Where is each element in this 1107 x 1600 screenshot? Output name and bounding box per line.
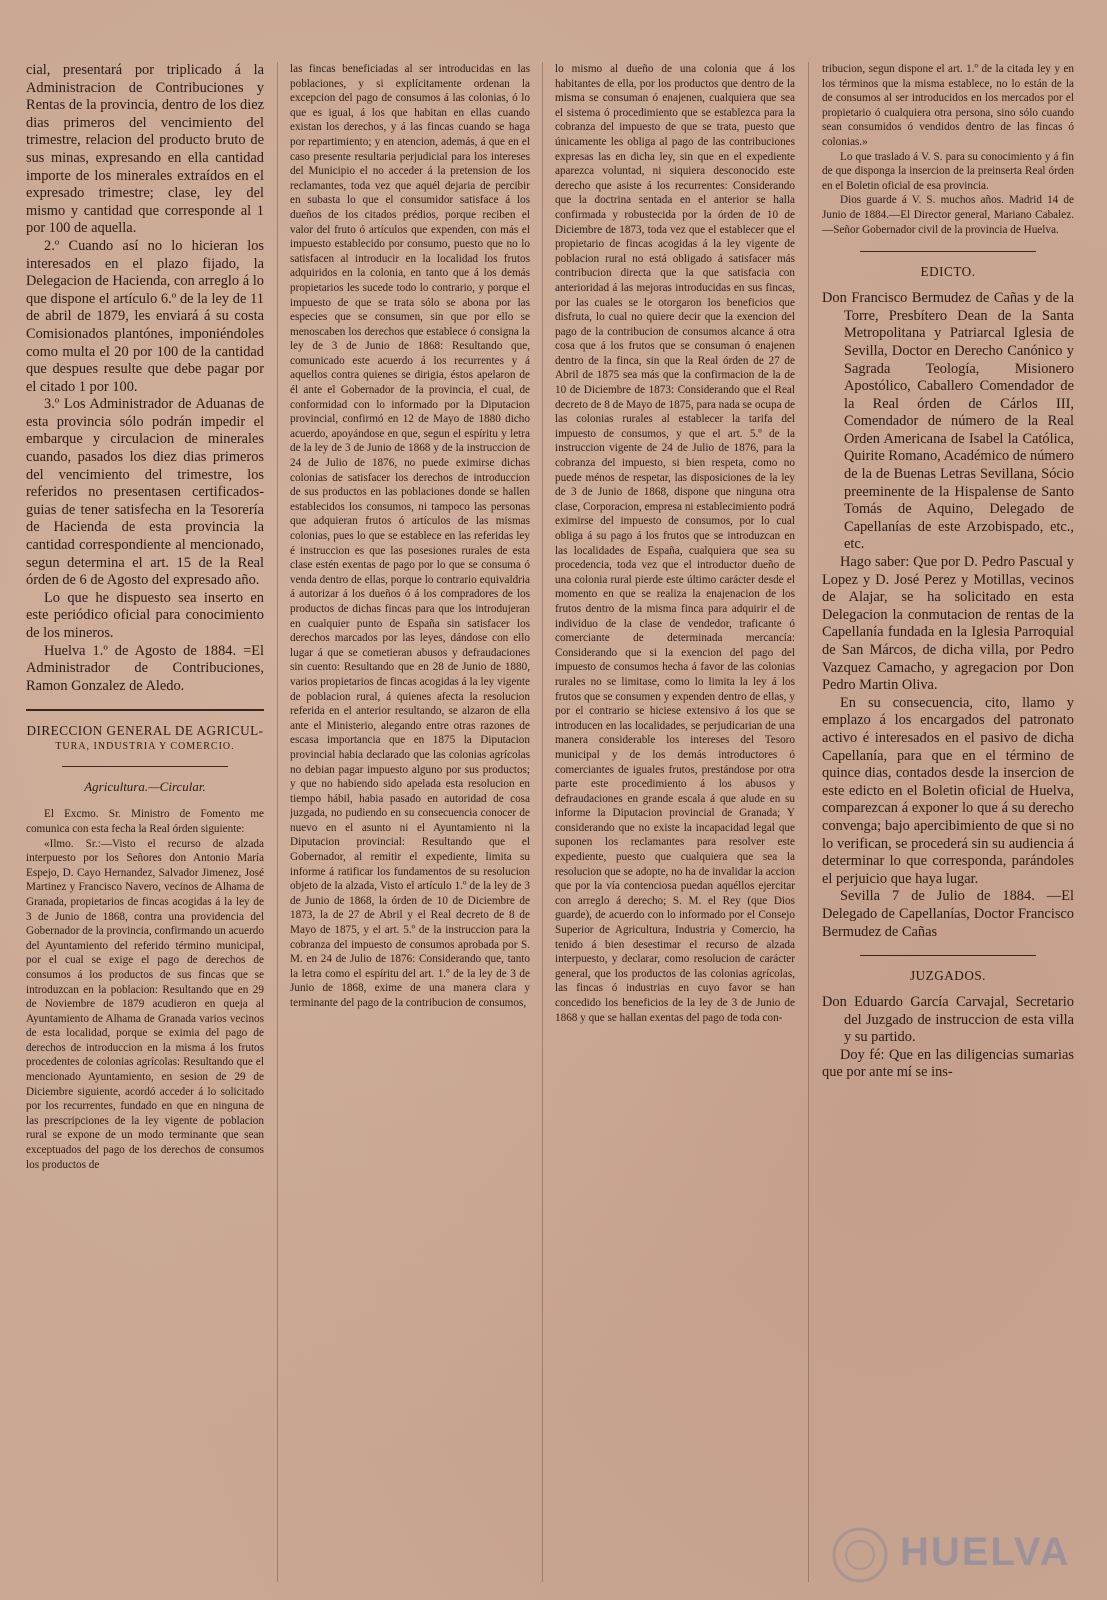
- agriculture-heading-main: DIRECCION GENERAL DE AGRICUL-: [26, 723, 264, 739]
- circular-intro: El Excmo. Sr. Ministro de Fomento me comunica con esta fecha la Real órden siguiente:: [26, 808, 264, 835]
- mining-text-4: Lo que he dispuesto sea inserto en este periódico oficial para conocimiento de los mineros.: [26, 589, 264, 641]
- juzgados-intro: Don Eduardo García Carvajal, Secretario del Juzgado de instruccion de esta villa y su partido.: [822, 994, 1074, 1046]
- juzgados-title: JUZGADOS.: [910, 968, 986, 984]
- column-separator: [808, 62, 809, 1582]
- column-1: [26, 62, 264, 1172]
- agriculture-heading-sub: TURA, INDUSTRIA Y COMERCIO.: [55, 741, 235, 753]
- edicto-intro: Don Francisco Bermudez de Cañas y de la Torre, Presbítero Dean de la Santa Metropolitana y Patriarcal Iglesia de Sevilla, Doctor en Derecho Canónico y Sagrada Teología, Misionero Apostólico, Caballero Comendador de la Real órden de Cárlos III, Comendador de número de la Real Orden Americana de Isabel la Católica, Quirite Romano, Académico de número de la de Buenas Letras Sevillana, Sócio preeminente de la Hispalense de Santo Tomás de Aquino, Delegado de Capellanías de este Arzobispado, etc., etc.: [822, 290, 1074, 553]
- mining-signature: Huelva 1.º de Agosto de 1884. =El Administrador de Contribuciones, Ramon Gonzalez de Aledo.: [26, 642, 264, 694]
- mining-text-2: 2.º Cuando así no lo hicieran los interesados en el plazo fijado, la Delegacion de Hacienda, con arreglo á lo que dispone el artículo 6.º de la ley de 11 de abril de 1879, les enviará á su costa Comisionados plantónes, imponiéndoles como multa el 20 por 100 de la cantidad que despues resulte que debe pagar por el citado 1 por 100.: [26, 237, 264, 395]
- edicto-signature: Sevilla 7 de Julio de 1884. —El Delegado de Capellanías, Doctor Francisco Bermudez de Cañas: [822, 888, 1074, 940]
- mining-text-1: cial, presentará por triplicado á la Administracion de Contribuciones y Rentas de la provincia, dentro de los diez dias primeros del vencimiento del trimestre, relacion del producto bruto de sus minas, expresando en ella cantidad importe de los minerales extraídos en el expresado trimestre; clase, ley del mismo y cantidad que corresponde al 1 por 100 de aquella.: [26, 62, 264, 237]
- mining-text-3: 3.º Los Administrador de Aduanas de esta provincia sólo podrán impedir el embarque y circulacion de minerales cuando, pasados los diez dias primeros del vencimiento del trimestre, los referidos no presentasen certificados-guias de tener satisfecha en la Tesorería de Hacienda de esta provincia la cantidad correspondiente al mencionado, segun determina el art. 15 de la Real órden de 6 de Agosto del expresado año.: [26, 396, 264, 589]
- circular-title: Agricultura.—Circular.: [84, 779, 206, 795]
- section-divider: [860, 251, 1036, 252]
- archive-watermark: HUELVA: [900, 1530, 1071, 1574]
- circular-transfer: Lo que traslado á V. S. para su conocimiento y á fin de que disponga la insercion de la preinserta Real órden en el Boletin oficial de esa provincia.: [822, 150, 1074, 192]
- column-2: [290, 62, 530, 1011]
- circular-signature: Dios guarde á V. S. muchos años. Madrid 14 de Junio de 1884.—El Director general, Mariano Cabalez.—Señor Gobernador civil de la provincia de Huelva.: [822, 194, 1074, 236]
- edicto-text-2: En su consecuencia, cito, llamo y emplazo á los encargados del patronato activo é interesados en el pasivo de dicha Capellanía, para que en el término de quince dias, contados desde la insercion de este edicto en el Boletin oficial de Huelva, comparezcan á exponer lo que á su derecho convenga; bajo apercibimiento de que si no lo verifican, se procederá sin su audiencia á determinar lo que corresponda, parándoles el perjuicio que haya lugar.: [822, 694, 1074, 887]
- column-3: [555, 62, 795, 1025]
- agriculture-heading: [26, 723, 264, 752]
- circular-body-1: «Ilmo. Sr.:—Visto el recurso de alzada interpuesto por los Señores don Antonio María Espejo, D. Cayo Hernandez, Salvador Jimenez, José Martinez y Francisco Navero, vecinos de Alhama de Granada, propietarios de fincas acogidas á la ley de 3 de Junio de 1868, contra una providencia del Gobernador de la provincia, confirmando un acuerdo del Ayuntamiento del referido término municipal, por el cual se exige el pago de derechos de consumos á los productos de sus fincas que se introduzcan en la poblacion: Resultando que en 29 de Noviembre de 1879 acudieron en queja al Ayuntamiento de Alhama de Granada varios vecinos de esta localidad, porque se eximia del pago de derechos de introduccion en la misma á los frutos procedentes de colonias agrícolas: Resultando que el mencionado Ayuntamiento, en sesion de 29 de Diciembre siguiente, acordó acceder á lo solicitado por los recurrentes, fundado en que en ninguna de las prescripciones de la ley vigente de poblacion rural se expone de un modo terminante que sean exceptuados del pago de los derechos de consumos los productos de: [26, 837, 264, 1171]
- juzgados-text: Doy fé: Que en las diligencias sumarias que por ante mí se ins-: [822, 1046, 1074, 1081]
- edicto-text-1: Hago saber: Que por D. Pedro Pascual y Lopez y D. José Perez y Motillas, vecinos de Alajar, se ha solicitado en esta Delegacion la conmutacion de rentas de la Capellanía fundada en la Iglesia Parroquial de San Márcos, de dicha villa, por Pedro Vazquez Camacho, y agregacion por Don Pedro Martin Oliva.: [822, 554, 1074, 694]
- column-4: [822, 62, 1074, 1082]
- circular-body-2: las fincas beneficiadas al ser introducidas en las poblaciones, y si explícitamente ordenan la excepcion del pago de consumos á las colonias, ó lo que es igual, á los que habitan en ellas cuando existan los derechos, y á las fincas cuando se haga por repartimiento; y en atencion, además, á que en el caso presente resultaria perjudicial para los intereses del Municipio el no acceder á la pretension de los reclamantes, toda vez que aquél dejaria de percibir en subasta lo que el consumidor satisface á los dueños de los citados prédios, porque reciben el valor del fruto ó artículos que expenden, con más el impuesto establecido por consumo, puesto que no lo satisfacen al introducir en la localidad los frutos adquiridos en la colonia, en tanto que á los demás propietarios les sucede todo lo contrario, y porque el impuesto de que se trata sólo se abona por las especies que se consumen, sin que por ello se menoscaben los derechos que establece ó consigna la ley de 3 de Junio de 1868: Resultando que, comunicado este acuerdo á los recurrentes y á aquellos contra quienes se dirigia, éstos apelaron de él ante el Gobernador de la provincia, el cual, de conformidad con lo informado por la Diputacion provincial, confirmó en 12 de Mayo de 1880 dicho acuerdo, apoyándose en que, segun el espíritu y letra de la ley de 3 de Junio de 1868 y de la instruccion de 24 de Julio de 1876, no puede eximirse dichas colonias de satisfacer los derechos de introduccion de sus productos en las poblaciones donde se hallen establecidos los consumos, ni tampoco las personas que adquieran frutos ó artículos de las mismas colonias, pues lo que se establece en las referidas ley é instruccion es que las posesiones rurales de esta clase estén exentas de pago por lo que se consuma ó venda dentro de ellas, porque lo contrario equivaldria á autorizar á los dueños ó á los compradores de los productos de dichas fincas para que los introdujeran en cualquier punto de España sin satisfacer los derechos marcados por las leyes, dándose con ello lugar á que se cometieran abusos y defraudaciones sin cuento: Resultando que en 28 de Junio de 1880, varios propietarios de fincas acogidas á la ley vigente de poblacion rural, á quienes afecta la resolucion referida en el anterior resultando, se alzaron de ella ante el Ministerio, alegando entre otras razones de escasa importancia que en 1875 la Diputacion provincial habia declarado que las colonias agrícolas no debian pagar impuesto alguno por sus productos; y que no habiendo sido apelada esta resolucion en tiempo hábil, habia pasado en autoridad de cosa juzgada, no pudiendo en su consecuencia conocer de nuevo en el asunto ni el Ayuntamiento ni la Diputacion provincial: Resultando que el Gobernador, al remitir el expediente, limita su informe á ratificar los fundamentos de su resolucion objeto de la alzada, Visto el artículo 1.º de la ley de 3 de Junio de 1868, la órden de 10 de Diciembre de 1873, la de 27 de Abril y el Real decreto de 8 de Mayo de 1875, y el art. 5.º de la instruccion para la cobranza del impuesto de consumos aprobada por S. M. en 24 de Julio de 1876: Considerando que, tanto la letra como el espíritu del art. 1.º de la ley de 3 de Junio de 1868, exime de una manera clara y terminante del pago de la contribucion de consumos,: [290, 63, 530, 1009]
- edicto-title: EDICTO.: [920, 264, 976, 280]
- section-divider: [26, 709, 264, 711]
- section-divider: [860, 955, 1036, 956]
- circular-body-3: lo mismo al dueño de una colonia que á los habitantes de ella, por los productos que dentro de la misma se consuman ó enajenen, cualquiera que sea el sistema ó procedimiento que se establezca para la cobranza del impuesto de que se trata, puesto que únicamente les obliga al pago de las contribuciones expresas las en dicha ley, sin que en el expediente aparezca voluntad, ni siquiera desconocido este derecho que asiste á los recurrentes: Considerando que la doctrina sentada en el anterior se halla confirmada y robustecida por la órden de 10 de Diciembre de 1873, toda vez que el establecer que el propietario de fincas acogidas á la ley vigente de poblacion rural no está obligado á satisfacer más contribucion directa que la que satisfacia con anterioridad á las mejoras introducidas en sus fincas, por las cuales se le otorgaron los beneficios que disfruta, lo cual no quiere decir que la exencion del pago de la contribucion de consumos alcance á otra cosa que á los frutos que se consuman ó enajenen dentro de la finca, sin que la Real órden de 27 de Abril de 1875 sea más que la confirmacion de la de 10 de Diciembre de 1873: Considerando que el Real decreto de 8 de Mayo de 1875, para nada se ocupa de las colonias rurales al establecer la tarifa del impuesto de consumos, y que el art. 5.º de la instruccion vigente de 24 de Julio de 1876, para la cobranza del impuesto, si bien respeta, como no puede ménos de respetar, las disposiciones de la ley de 3 de Junio de 1868, dispone que ninguna otra clase, Corporacion, empresa ni establecimiento podrá eximirse del impuesto de consumos, por lo cual obliga á su pago á los frutos que se introduzcan en las localidades de España, cualquiera que sea su procedencia, toda vez que el introductor dueño de una colonia rural pierde este último carácter desde el momento en que se realiza la enajenacion de los frutos dentro de la misma finca para adquirir el de individuo de la clase de vendedor, traficante ó comerciante de determinada mercancía: Considerando que si la exencion del pago del impuesto de consumos hecha á favor de las colonias rurales no se limitase, como lo limita la ley á los frutos que se consumen y expenden dentro de ellas, y por el contrario se hiciese extensivo á los que se introducen en las localidades, se perjudicarian de una manera considerable los intereses del Tesoro municipal y de los demás introductores ó comerciantes de iguales frutos, prestándose por otra parte este procedimiento á los abusos y defraudaciones en grande escala á que alude en su informe la Diputacion provincial de Granada; Y considerando que no existe la incapacidad legal que suponen los reclamantes para resolver este expediente, puesto que cualquiera que sea la resolucion que se adopte, no ha de invalidar la accion que por la vía contenciosa puedan aquéllos ejercitar con arreglo á derecho; S. M. el Rey (que Dios guarde), de acuerdo con lo informado por el Consejo Superior de Agricultura, Industria y Comercio, ha tenido á bien desestimar el recurso de alzada interpuesto, y declarar, como resolucion de carácter general, que los productos de las colonias agrícolas, las fincas ó industrias en cuyo favor se han concedido los beneficios de la ley de 3 de Junio de 1868 y que se hallan exentas del pago de toda con-: [555, 63, 795, 1024]
- column-separator: [277, 62, 278, 1582]
- circular-body-4: tribucion, segun dispone el art. 1.º de la citada ley y en los términos que la misma establece, no lo están de la de consumos al ser introducidos en los mercados por el propietario ó cualquiera otra persona, sino sólo cuando sean consumidos ó vendidos dentro de las fincas ó colonias.»: [822, 63, 1074, 148]
- column-separator: [542, 62, 543, 1582]
- heading-underline: [62, 766, 229, 767]
